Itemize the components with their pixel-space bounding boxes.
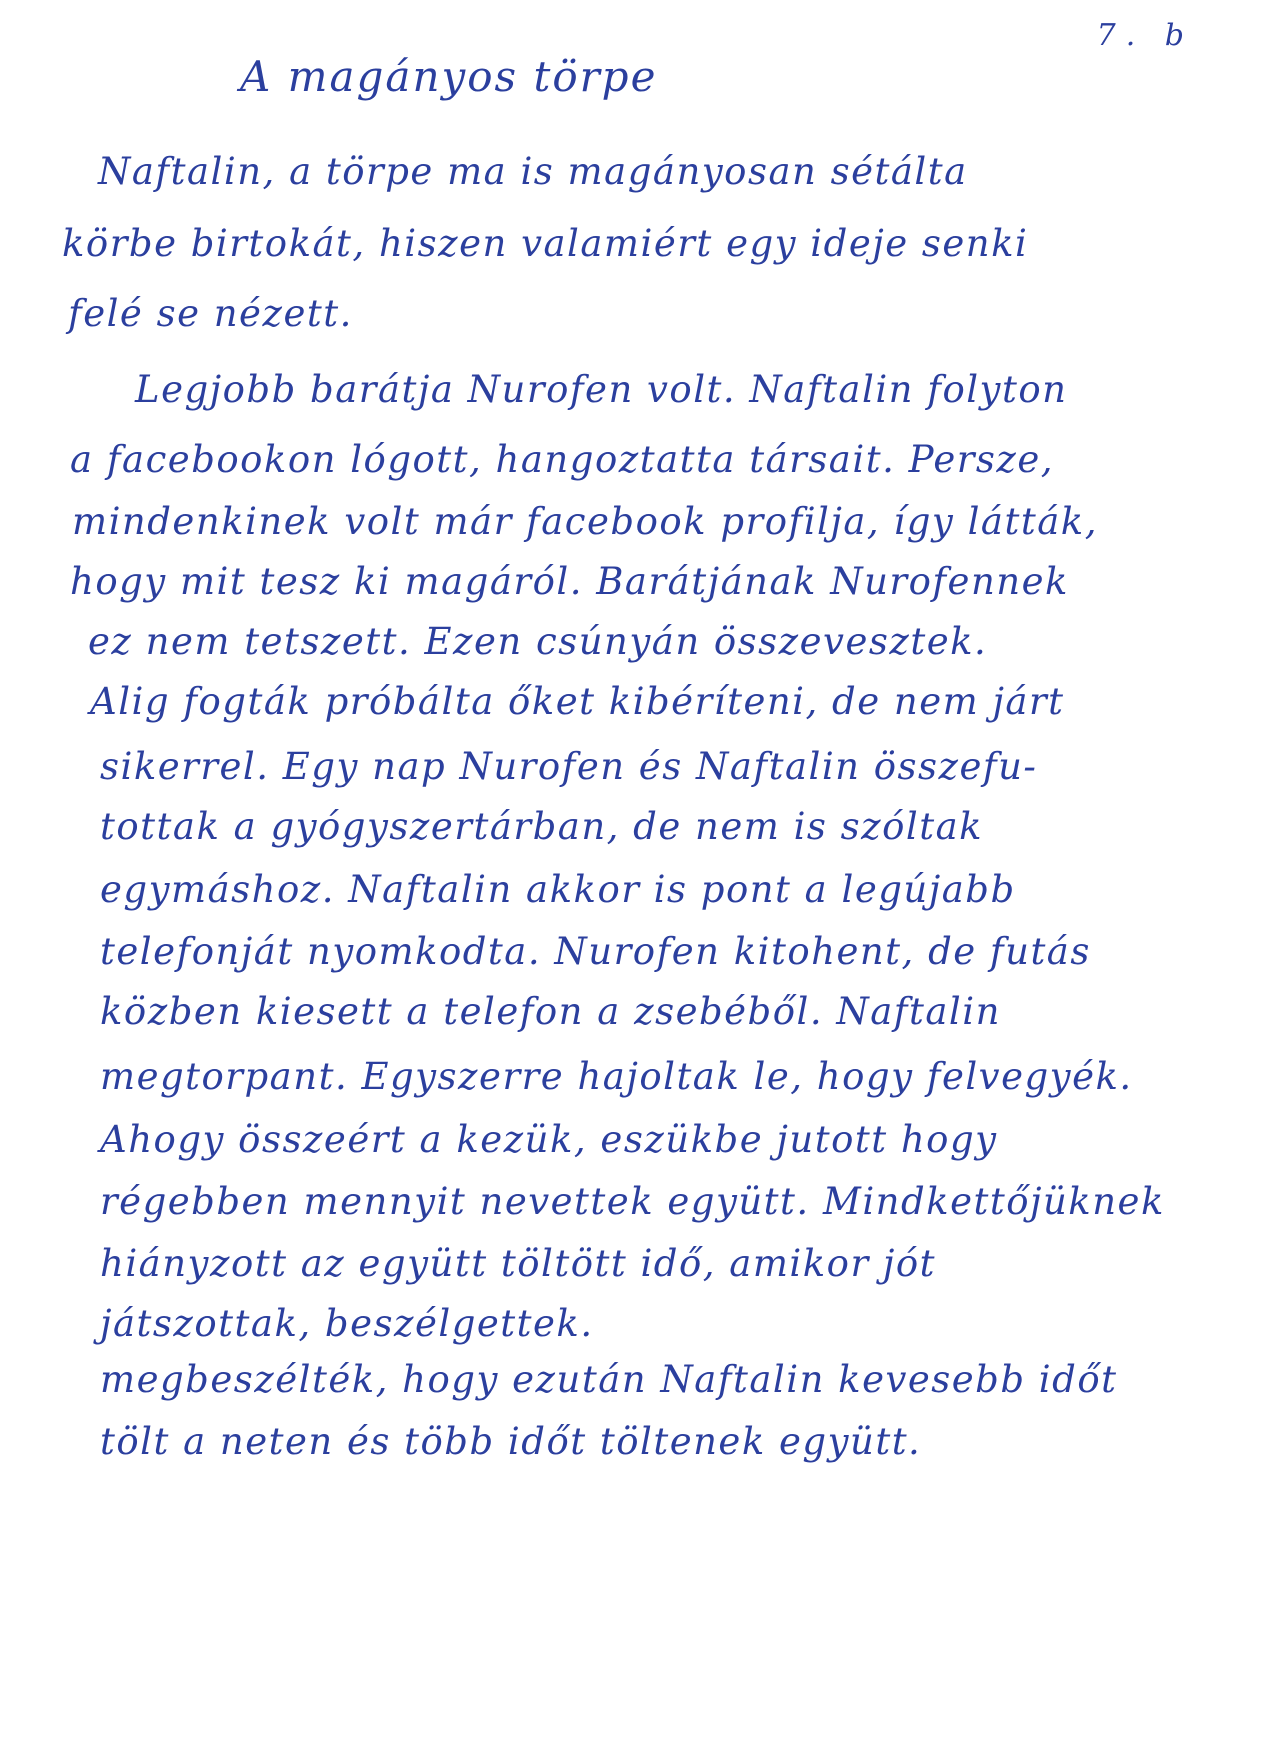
text-line: körbe birtokát, hiszen valamiért egy ideje senki [62,222,1029,265]
text-line: a facebookon lógott, hangoztatta társait. Persze, [70,438,1055,481]
text-line: megtorpant. Egyszerre hajoltak le, hogy felvegyék. [100,1055,1133,1098]
text-line: tölt a neten és több időt töltenek együtt. [100,1420,922,1463]
text-line: tottak a gyógyszertárban, de nem is szóltak [100,805,984,848]
page-title: A magányos törpe [240,52,658,101]
text-line: ez nem tetszett. Ezen csúnyán összevesztek. [88,620,988,663]
text-line: Alig fogták próbálta őket kibéríteni, de nem járt [90,680,1065,723]
text-line: Naftalin, a törpe ma is magányosan sétálta [98,150,968,193]
text-line: közben kiesett a telefon a zsebéből. Naftalin [100,990,1001,1033]
class-label: 7. b [1096,18,1194,53]
text-line: játszottak, beszélgettek. [100,1302,594,1345]
text-line: telefonját nyomkodta. Nurofen kitohent, de futás [100,930,1091,973]
text-line: mindenkinek volt már facebook profilja, így látták, [72,500,1098,543]
text-line: megbeszélték, hogy ezután Naftalin kevesebb időt [100,1358,1118,1401]
text-line: sikerrel. Egy nap Nurofen és Naftalin összefu- [100,745,1038,788]
text-line: Legjobb barátja Nurofen volt. Naftalin folyton [135,368,1068,411]
text-line: felé se nézett. [68,292,353,335]
text-line: egymáshoz. Naftalin akkor is pont a legújabb [100,868,1016,911]
text-line: hiányzott az együtt töltött idő, amikor jót [100,1242,937,1285]
text-line: Ahogy összeért a kezük, eszükbe jutott hogy [100,1118,998,1161]
text-line: hogy mit tesz ki magáról. Barátjának Nurofennek [70,560,1069,603]
text-line: régebben mennyit nevettek együtt. Mindkettőjüknek [100,1180,1165,1223]
